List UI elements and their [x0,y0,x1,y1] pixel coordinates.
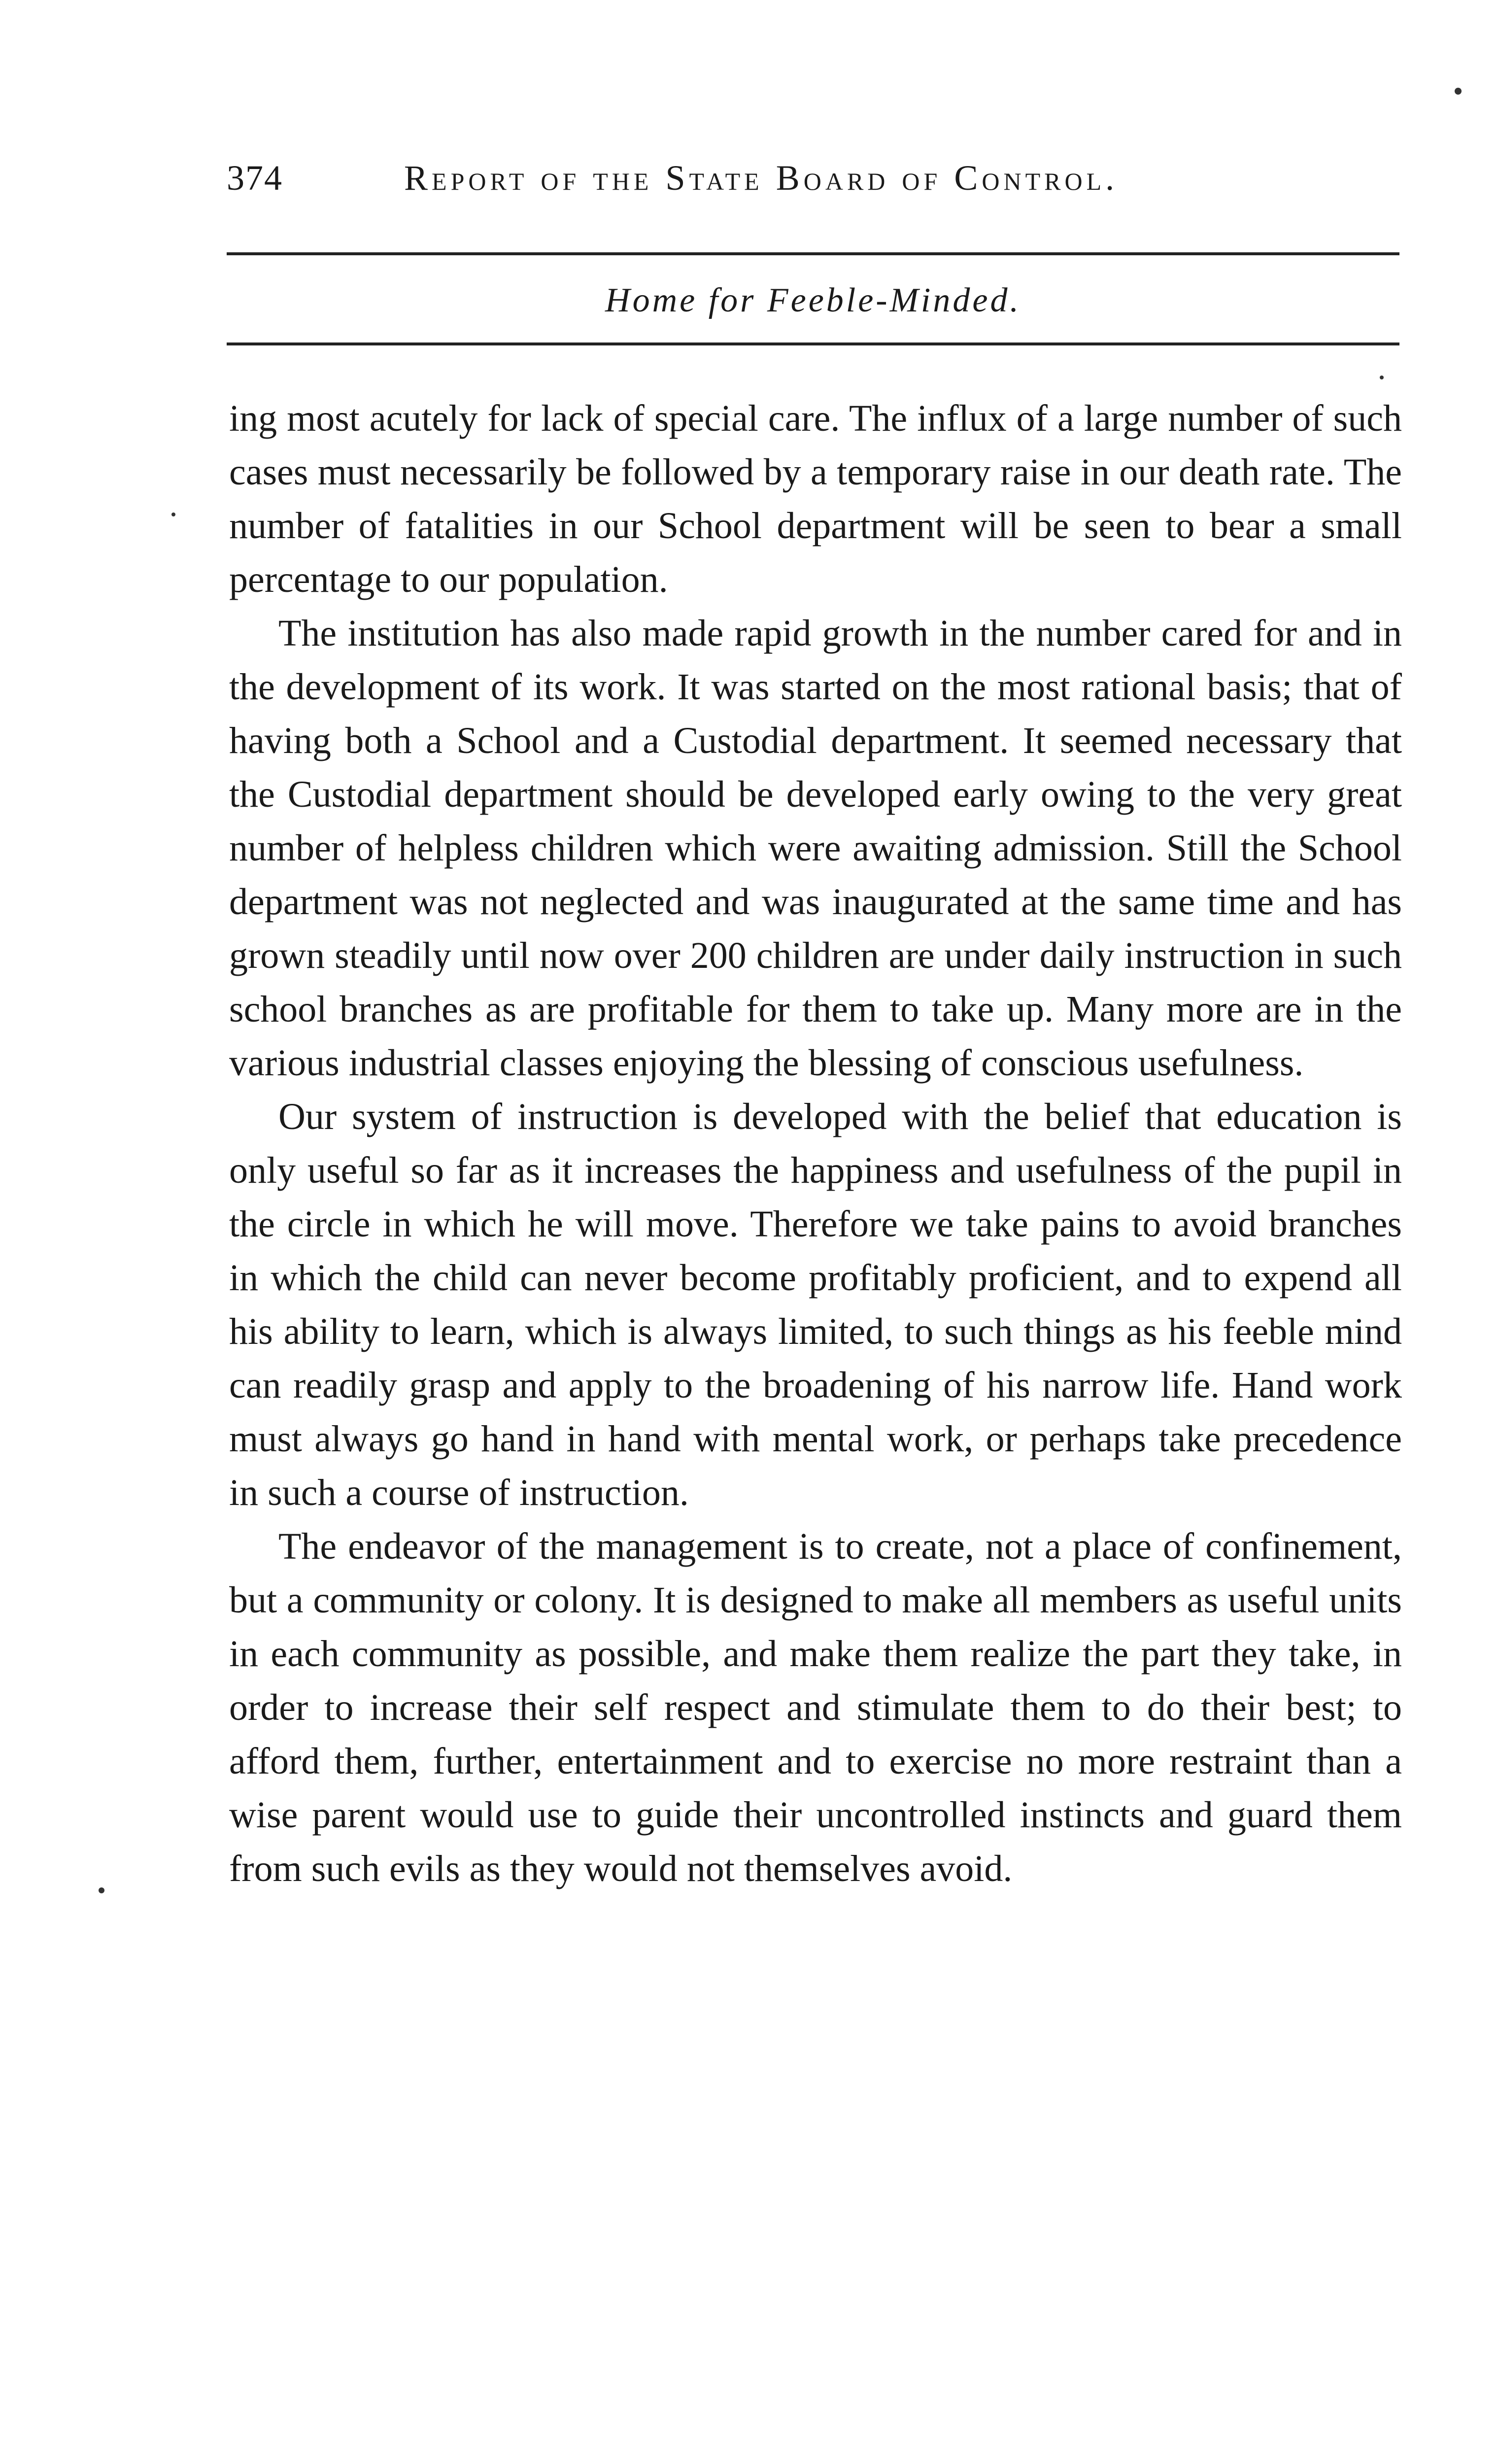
header-rule-top [227,252,1399,255]
running-head [227,158,1409,217]
scan-speck [99,1887,104,1893]
paragraph: The endeavor of the management is to create, not a place of confinement, but a community or colony. It is designed to make all members as useful units in each community as possible, and make them realize the part they take, in order to increase their self respect and stimulate them to do their best; to afford them, further, entertainment and to exercise no more restraint than a wise parent would use to guide their uncontrolled instincts and guard them from such evils as they would not themselves avoid. [229,1526,1402,1889]
paragraph: The institution has also made rapid growth in the number cared for and in the development of its work. It was started on the most rational basis; that of having both a School and a Custodial department. It seemed necessary that the Custodial department should be developed early owing to the very great number of helpless children which were awaiting admission. Still the School department was not neglected and was inaugurated at the same time and has grown steadily until now over 200 children are under daily instruction in such school branches as are profitable for them to take up. Many more are in the various industrial classes enjoying the blessing of conscious usefulness. [229,613,1402,1084]
page-number: 374 [227,158,283,198]
header-rule-bottom [227,342,1399,345]
scan-speck [1380,376,1384,379]
body-text [229,392,1402,1896]
scan-speck [171,513,175,516]
report-title: Report of the State Board of Control. [404,158,1119,198]
section-title: Home for Feeble-Minded. [605,281,1021,319]
paragraph: Our system of instruction is developed with the belief that education is only useful so far as it increases the happiness and usefulness of the pupil in the circle in which he will move. Therefore we take pains to avoid branches in which the child can never become profitably proficient, and to expend all his ability to learn, which is always limited, to such things as his feeble mind can readily grasp and apply to the broadening of his narrow life. Hand work must always go hand in hand with mental work, or perhaps take precedence in such a course of instruction. [229,1096,1402,1513]
scan-speck [1455,88,1462,95]
paragraph-continued: ing most acutely for lack of special care. The influx of a large number of such cases must necessarily be followed by a temporary raise in our death rate. The number of fatalities in our School department will be seen to bear a small percentage to our population. [229,398,1402,600]
